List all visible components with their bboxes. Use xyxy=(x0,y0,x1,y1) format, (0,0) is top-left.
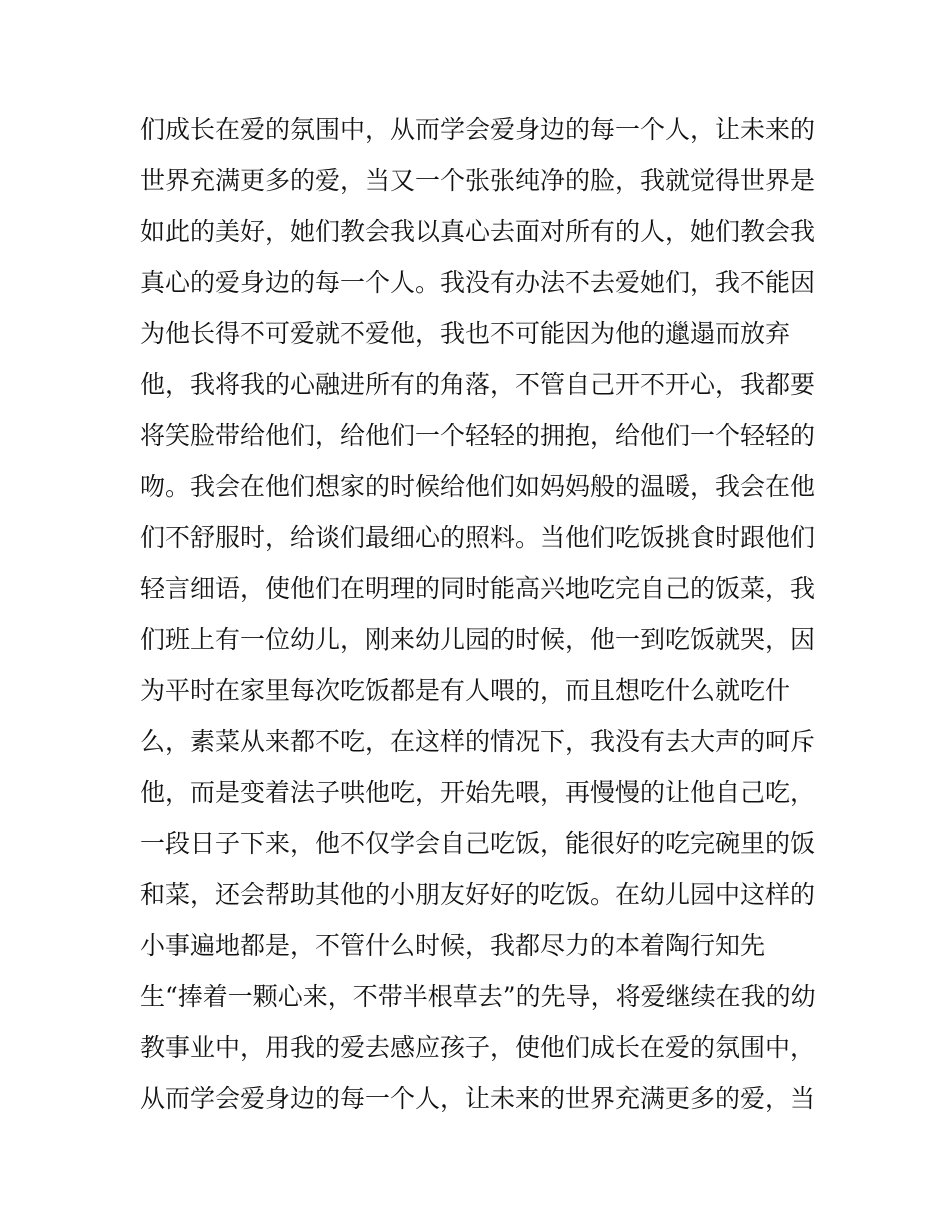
text-line: 从而学会爱身边的每一个人，让未来的世界充满更多的爱，当 xyxy=(140,1084,816,1113)
text-line: 们不舒服时，给谈们最细心的照料。当他们吃饭挑食时跟他们 xyxy=(140,523,816,552)
text-line: 生“捧着一颗心来，不带半根草去”的先导，将爱继续在我的幼 xyxy=(140,982,816,1011)
text-line: 他，而是变着法子哄他吃，开始先喂，再慢慢的让他自己吃， xyxy=(140,778,816,807)
text-line: 真心的爱身边的每一个人。我没有办法不去爱她们，我不能因 xyxy=(140,268,816,297)
body-text xyxy=(140,104,820,1124)
text-line: 世界充满更多的爱，当又一个张张纯净的脸，我就觉得世界是 xyxy=(140,166,816,195)
text-line: 如此的美好，她们教会我以真心去面对所有的人，她们教会我 xyxy=(140,217,816,246)
text-line: 他，我将我的心融进所有的角落，不管自己开不开心，我都要 xyxy=(140,370,816,399)
text-line: 们班上有一位幼儿，刚来幼儿园的时候，他一到吃饭就哭，因 xyxy=(140,625,816,654)
text-line: 们成长在爱的氛围中，从而学会爱身边的每一个人，让未来的 xyxy=(140,115,816,144)
text-line: 教事业中，用我的爱去感应孩子，使他们成长在爱的氛围中， xyxy=(140,1033,816,1062)
text-line: 吻。我会在他们想家的时候给他们如妈妈般的温暖，我会在他 xyxy=(140,472,816,501)
text-line: 为平时在家里每次吃饭都是有人喂的，而且想吃什么就吃什 xyxy=(140,676,791,705)
text-line: 么，素菜从来都不吃，在这样的情况下，我没有去大声的呵斥 xyxy=(140,727,816,756)
text-line: 小事遍地都是，不管什么时候，我都尽力的本着陶行知先 xyxy=(140,931,766,960)
text-line: 一段日子下来，他不仅学会自己吃饭，能很好的吃完碗里的饭 xyxy=(140,829,816,858)
text-line: 为他长得不可爱就不爱他，我也不可能因为他的邋遢而放弃 xyxy=(140,319,791,348)
text-line: 将笑脸带给他们，给他们一个轻轻的拥抱，给他们一个轻轻的 xyxy=(140,421,816,450)
text-line: 和菜，还会帮助其他的小朋友好好的吃饭。在幼儿园中这样的 xyxy=(140,880,816,909)
text-line: 轻言细语，使他们在明理的同时能高兴地吃完自己的饭菜，我 xyxy=(140,574,816,603)
